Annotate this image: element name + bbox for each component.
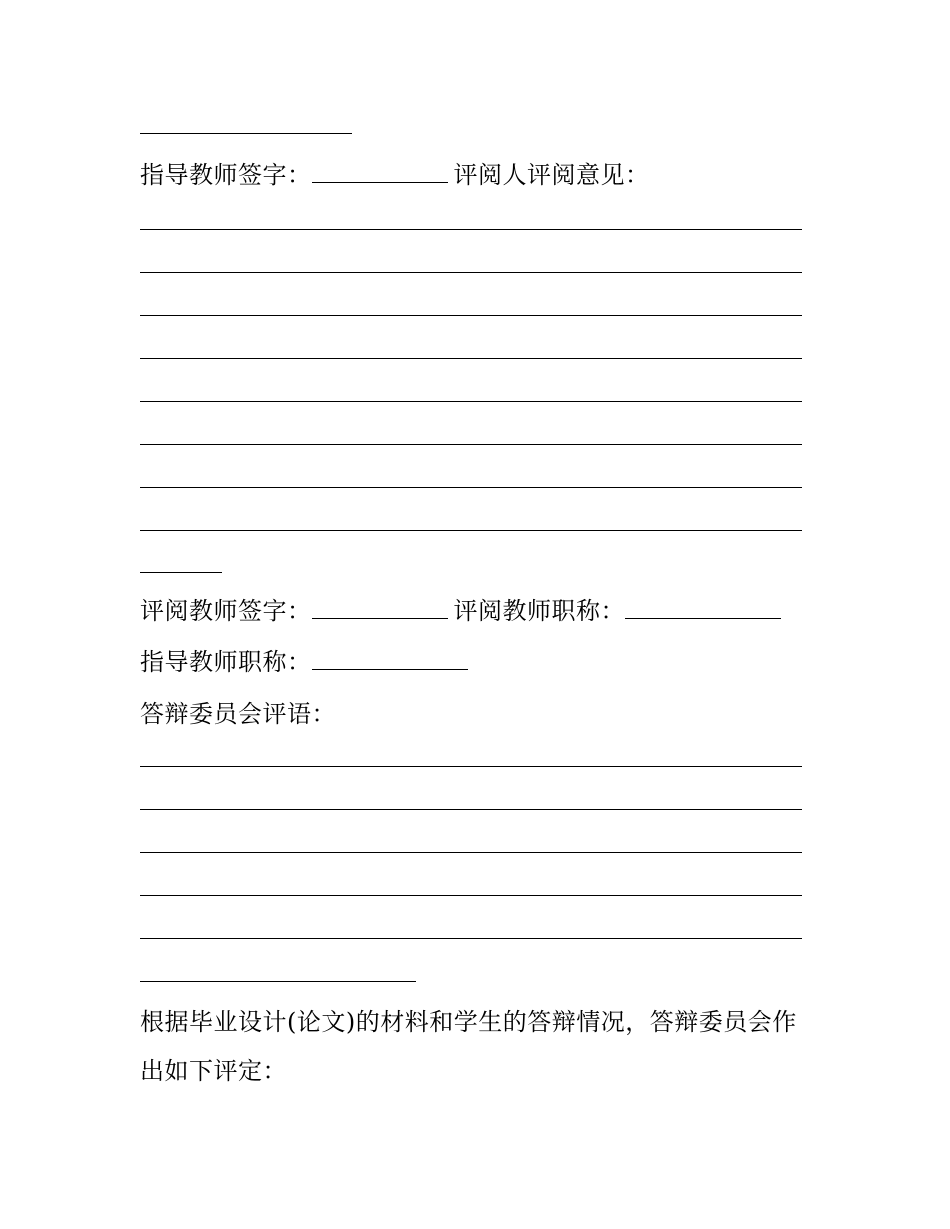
reviewer-signature-row [140, 596, 787, 626]
committee-comments-label: 答辩委员会评语： [140, 700, 336, 728]
supervisor-title-label: 指导教师职称： [140, 648, 312, 676]
committee-comments-blank-line[interactable] [140, 852, 802, 853]
reviewer-opinion-blank-end[interactable] [140, 572, 222, 573]
reviewer-opinion-blank-line[interactable] [140, 358, 802, 359]
supervisor-signature-blank[interactable] [312, 160, 448, 183]
supervisor-title-blank[interactable] [312, 647, 468, 670]
reviewer-opinion-blank-line[interactable] [140, 315, 802, 316]
supervisor-title-row [140, 647, 474, 677]
reviewer-opinion-blank-line[interactable] [140, 530, 802, 531]
supervisor-signature-row [140, 160, 650, 190]
supervisor-signature-label: 指导教师签字： [140, 161, 312, 189]
supervisor-opinion-blank-end[interactable] [140, 133, 352, 134]
reviewer-opinion-blank-line[interactable] [140, 272, 802, 273]
evaluation-paragraph-line: 出如下评定： [140, 1057, 287, 1085]
committee-comments-blank-line[interactable] [140, 766, 802, 767]
committee-comments-blank-end[interactable] [140, 981, 416, 982]
reviewer-opinion-blank-line[interactable] [140, 229, 802, 230]
evaluation-paragraph-line: 根据毕业设计(论文)的材料和学生的答辩情况，答辩委员会作 [140, 1008, 797, 1036]
reviewer-signature-label: 评阅教师签字： [140, 597, 312, 625]
reviewer-title-blank[interactable] [625, 596, 781, 619]
committee-comments-blank-line[interactable] [140, 809, 802, 810]
reviewer-signature-blank[interactable] [312, 596, 448, 619]
reviewer-title-label: 评阅教师职称： [453, 597, 625, 625]
reviewer-opinion-blank-line[interactable] [140, 487, 802, 488]
reviewer-opinion-blank-line[interactable] [140, 444, 802, 445]
reviewer-opinion-blank-line[interactable] [140, 401, 802, 402]
committee-comments-blank-line[interactable] [140, 895, 802, 896]
committee-comments-blank-line[interactable] [140, 938, 802, 939]
reviewer-opinion-label: 评阅人评阅意见： [453, 161, 650, 189]
